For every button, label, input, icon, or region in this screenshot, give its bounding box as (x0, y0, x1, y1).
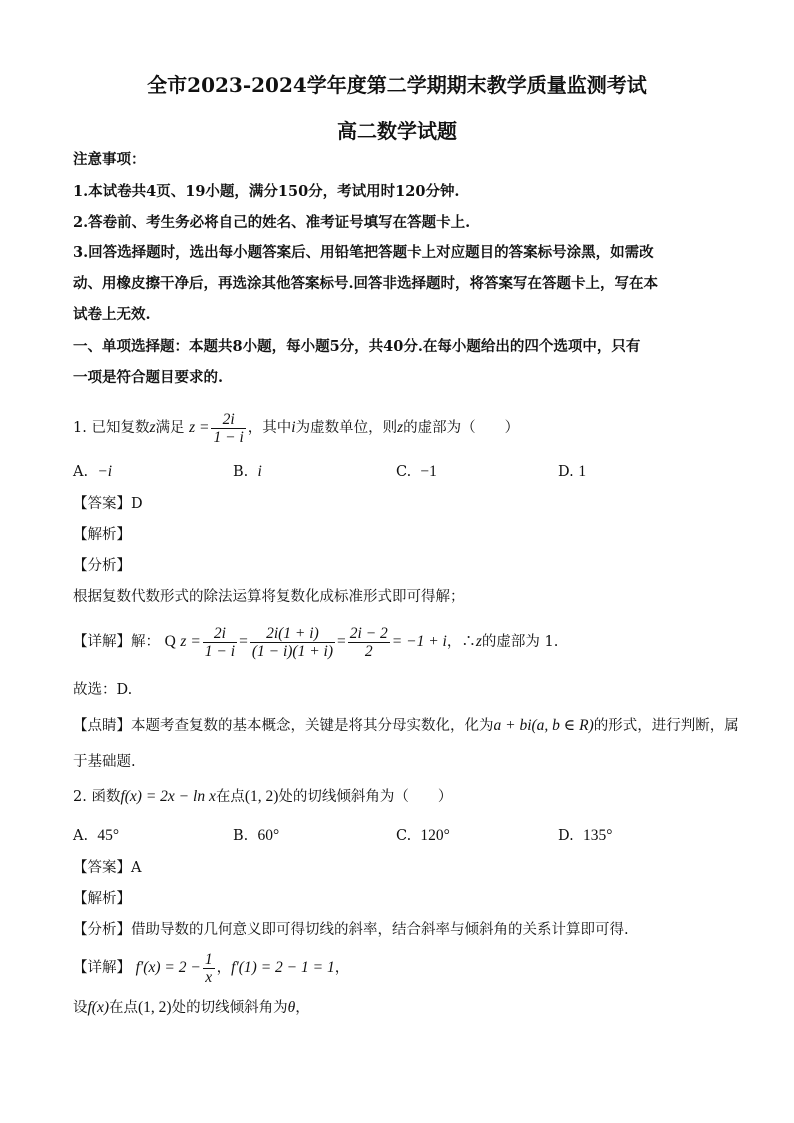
q1-detail: 【详解】解： Q z = $\frac{2i}{1 - i}$ = $\frac{2i(1 + i)}{(1 - i)(1 + i)}$ = $\frac{2i - 2}{2}$ = −1 + i，∴z的虚部为 1. (73, 624, 559, 660)
detail-tail: 的虚部为 1. (481, 634, 559, 650)
frac-num: 2i (213, 624, 226, 642)
detail-prefix: 解： (131, 634, 160, 650)
q2-option-b (233, 826, 279, 846)
answer-tag: 【答案】 (73, 496, 131, 512)
option-value: 120° (420, 827, 450, 844)
option-label: C. (396, 464, 412, 480)
therefore-symbol: ∴ (461, 634, 476, 650)
var-theta: θ (287, 999, 296, 1016)
q1-eq-lhs: z = (189, 419, 210, 436)
option-value: −1 (420, 463, 437, 480)
answer-tag: 【答案】 (73, 860, 131, 876)
section-heading-line-2: 一项是符合题目要求的. (73, 369, 224, 386)
frac-den: 2 (348, 642, 390, 660)
option-label: A. (73, 464, 89, 480)
detail-comma: ， (216, 960, 232, 976)
q2-detail (73, 948, 349, 988)
notes-item-3-line-3: 试卷上无效. (73, 306, 151, 323)
q1-fraction (211, 411, 245, 446)
option-label: D. (558, 464, 574, 480)
q1-comment-line-1 (73, 716, 739, 736)
q1-var-z-2: z (397, 419, 404, 436)
q2-tail: 处的切线倾斜角为（ ） (278, 789, 453, 805)
q2-point: (1, 2) (244, 788, 279, 805)
frac-num: 2i − 2 (349, 624, 388, 642)
fenxi-tag: 【分析】 (73, 922, 131, 938)
frac-num: 2i(1 + i) (266, 624, 319, 642)
exam-subtitle: 高二数学试题 (337, 119, 457, 143)
q1-var-i: i (291, 419, 296, 436)
detail-var-z: z (475, 633, 482, 650)
detail-value: f′(1) = 2 − 1 = 1 (231, 959, 335, 976)
q1-var-z: z (149, 419, 156, 436)
q1-frac-num: 2i (222, 410, 235, 428)
comment-text-tail: 的形式，进行判断，属 (593, 718, 739, 734)
q1-option-d (558, 462, 586, 482)
q1-option-b (233, 462, 262, 482)
q2-option-d (558, 826, 612, 846)
q1-comment-line-2: 于基础题. (73, 754, 136, 770)
detail-end: ， (334, 960, 350, 976)
q2-prefix: 2. 函数 (73, 789, 121, 805)
q2-fenxi (73, 920, 629, 940)
question-1-stem (73, 410, 519, 446)
detail-tag: 【详解】 (73, 634, 131, 650)
q1-fenxi-text: 根据复数代数形式的除法运算将复数化成标准形式即可得解； (73, 589, 465, 605)
option-label: B. (233, 464, 249, 480)
frac-den: x (203, 968, 215, 986)
detail-fraction (203, 951, 215, 986)
last-point: (1, 2) (138, 999, 172, 1016)
detail-derivative: f′(x) = 2 − (135, 959, 201, 976)
option-label: B. (233, 828, 249, 844)
detail-fraction-2 (250, 625, 335, 660)
option-label: A. (73, 828, 89, 844)
notes-item-3-line-1: 3.回答选择题时，选出每小题答案后、用铅笔把答题卡上对应题目的答案标号涂黑，如需改 (73, 244, 654, 261)
answer-value: A (131, 860, 142, 876)
notes-heading: 注意事项： (73, 151, 146, 168)
notes-item-2: 2.答卷前、考生务必将自己的姓名、准考证号填写在答题卡上. (73, 214, 471, 231)
q1-choose: 故选：D. (73, 682, 133, 698)
option-label: C. (396, 828, 412, 844)
detail-tag: 【详解】 (73, 960, 131, 976)
frac-num: 1 (204, 950, 213, 968)
q1-option-c (396, 462, 437, 482)
option-value: 60° (257, 827, 280, 844)
q1-tail: 的虚部为（ ） (403, 420, 520, 436)
answer-value: D (131, 496, 143, 512)
q2-analysis-tag: 【解析】 (73, 891, 131, 907)
detail-comma: ， (446, 634, 462, 650)
frac-den: 1 − i (204, 642, 236, 660)
section-heading-line-1: 一、单项选择题：本题共8小题，每小题5分，共40分.在每小题给出的四个选项中，只有 (73, 338, 641, 355)
option-value: 135° (582, 827, 613, 844)
fenxi-text: 借助导数的几何意义即可得切线的斜率，结合斜率与倾斜角的关系计算即可得. (131, 922, 629, 938)
q1-imag-unit: 为虚数单位，则 (295, 420, 398, 436)
q1-frac-den: 1 − i (213, 428, 244, 446)
q1-answer (73, 494, 143, 514)
last-prefix: 设 (73, 1000, 88, 1016)
q2-option-c (396, 826, 450, 846)
q1-prefix: 1. 已知复数 (73, 420, 150, 436)
q1-option-a (73, 462, 112, 482)
q1-satisfy: 满足 (155, 420, 185, 436)
q2-answer (73, 858, 141, 878)
detail-fraction-3 (348, 625, 390, 660)
option-label: D. (558, 828, 574, 844)
q2-function: f(x) = 2x − ln x (120, 788, 216, 805)
notes-item-3-line-2: 动、用橡皮擦干净后，再选涂其他答案标号.回答非选择题时，将答案写在答题卡上，写在本 (73, 275, 659, 292)
last-function: f(x) (87, 999, 110, 1016)
option-value: 45° (97, 827, 120, 844)
notes-item-1: 1.本试卷共4页、19小题，满分150分，考试用时120分钟. (73, 183, 460, 200)
q2-mid: 在点 (215, 789, 245, 805)
detail-fraction-1 (203, 625, 237, 660)
option-value: i (257, 463, 262, 480)
comment-tag: 【点睛】 (73, 718, 131, 734)
last-mid: 在点 (109, 1000, 139, 1016)
q1-analysis-tag: 【解析】 (73, 527, 131, 543)
last-tail: 处的切线倾斜角为 (171, 1000, 288, 1016)
comment-text: 本题考查复数的基本概念，关键是将其分母实数化，化为 (131, 718, 494, 734)
exam-title: 全市2023-2024学年度第二学期期末教学质量监测考试 (147, 73, 647, 97)
question-2-stem (73, 787, 452, 807)
option-value: −i (97, 463, 113, 480)
q1-mid: ，其中 (247, 420, 292, 436)
because-symbol: Q (164, 633, 176, 650)
last-end: ， (295, 1000, 310, 1016)
q2-last-line (73, 998, 310, 1018)
q2-option-a (73, 826, 119, 846)
option-value: 1 (578, 463, 587, 480)
frac-den: (1 − i)(1 + i) (251, 642, 334, 660)
detail-z-eq: z = (180, 633, 201, 650)
q1-fenxi-tag: 【分析】 (73, 558, 131, 574)
detail-result: = −1 + i (391, 633, 447, 650)
comment-math: a + bi(a, b ∈ R) (493, 717, 594, 734)
